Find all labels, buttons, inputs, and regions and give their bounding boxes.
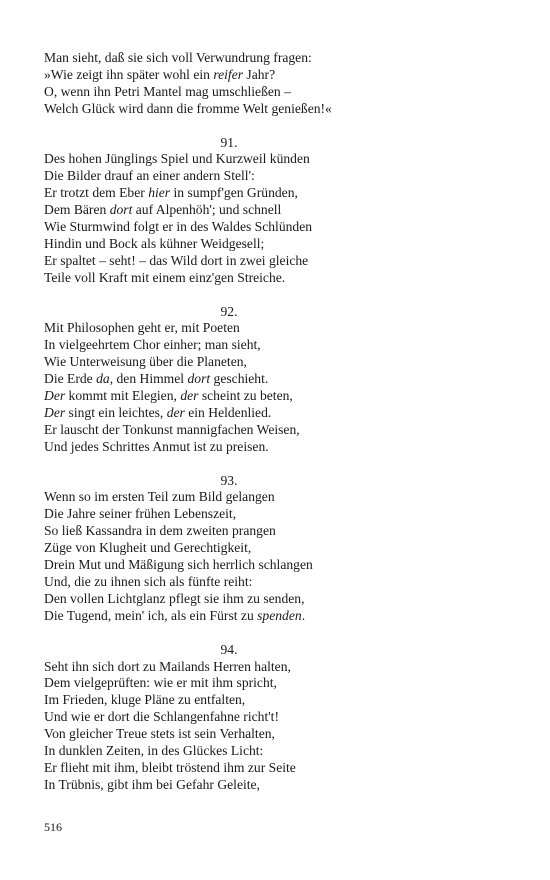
verse-text: Mit Philosophen geht er, mit Poeten — [44, 320, 240, 336]
verse-text: Des hohen Jünglings Spiel und Kurzweil künden — [44, 151, 310, 167]
verse-emphasis: Der — [44, 388, 66, 404]
verse-line — [44, 591, 514, 608]
verse-text: In dunklen Zeiten, in des Glückes Licht: — [44, 742, 264, 758]
verse-line — [44, 726, 514, 743]
verse-text: Dem vielgeprüften: wie er mit ihm spricht, — [44, 675, 277, 691]
page-number: 516 — [44, 820, 62, 834]
verse-text: ein Heldenlied. — [184, 404, 272, 420]
verse-text: in sumpf'gen Gründen, — [170, 185, 298, 201]
verse-line — [44, 557, 514, 574]
verse-line — [44, 270, 514, 287]
verse-emphasis: hier — [148, 185, 171, 201]
stanza — [44, 642, 514, 794]
verse-line — [44, 523, 514, 540]
verse-text: . — [301, 607, 306, 623]
verse-text: Er trotzt dem Eber — [44, 185, 149, 201]
verse-text: Den vollen Lichtglanz pflegt sie ihm zu senden, — [44, 590, 305, 606]
verse-text: Im Frieden, kluge Pläne zu entfalten, — [44, 692, 246, 708]
verse-text: Man sieht, daß sie sich voll Verwundrung fragen: — [44, 50, 312, 65]
verse-text: So ließ Kassandra in dem zweiten prangen — [44, 523, 276, 539]
verse-text: »Wie zeigt ihn später wohl ein — [44, 66, 214, 82]
verse-line — [44, 253, 514, 270]
verse-line — [44, 422, 514, 439]
verse-line — [44, 337, 514, 354]
verse-text: Welch Glück wird dann die fromme Welt genießen!« — [44, 100, 332, 116]
verse-line — [44, 202, 514, 219]
intro-stanza — [44, 50, 514, 118]
verse-text: Wenn so im ersten Teil zum Bild gelangen — [44, 489, 275, 505]
verse-emphasis: dort — [187, 371, 211, 387]
verse-line — [44, 659, 514, 676]
verse-line — [44, 101, 514, 118]
verse-text: Drein Mut und Mäßigung sich herrlich schlangen — [44, 557, 313, 573]
verse-line — [44, 743, 514, 760]
verse-emphasis: reifer — [213, 66, 244, 82]
verse-line — [44, 185, 514, 202]
verse-line — [44, 709, 514, 726]
verse-line — [44, 489, 514, 506]
verse-line — [44, 67, 514, 84]
verse-line — [44, 354, 514, 371]
verse-line — [44, 692, 514, 709]
stanza-number: 94. — [220, 641, 238, 657]
verse-text: Züge von Klugheit und Gerechtigkeit, — [44, 540, 252, 556]
stanza — [44, 135, 514, 287]
stanza — [44, 473, 514, 625]
verse-line — [44, 371, 514, 388]
verse-line — [44, 219, 514, 236]
verse-text: Von gleicher Treue stets ist sein Verhalten, — [44, 726, 275, 742]
page-body — [44, 50, 514, 794]
verse-text: In vielgeehrtem Chor einher; man sieht, — [44, 337, 261, 353]
verse-line — [44, 675, 514, 692]
verse-text: scheint zu beten, — [198, 388, 293, 404]
verse-line — [44, 168, 514, 185]
verse-text: Die Jahre seiner frühen Lebenszeit, — [44, 506, 237, 522]
stanza-list — [44, 135, 514, 794]
verse-text: Er flieht mit ihm, bleibt tröstend ihm zur Seite — [44, 759, 296, 775]
verse-text: Seht ihn sich dort zu Mailands Herren halten, — [44, 658, 291, 674]
stanza-number: 93. — [220, 472, 238, 488]
verse-emphasis: der — [180, 388, 199, 404]
verse-line — [44, 388, 514, 405]
verse-line — [44, 777, 514, 794]
verse-text: In Trübnis, gibt ihm bei Gefahr Geleite, — [44, 776, 260, 792]
verse-text: Und jedes Schrittes Anmut ist zu preisen. — [44, 438, 269, 454]
verse-text: auf Alpenhöh'; und schnell — [132, 202, 282, 218]
verse-emphasis: Der — [44, 404, 66, 420]
verse-text: geschieht. — [210, 371, 269, 387]
verse-text: Wie Unterweisung über die Planeten, — [44, 354, 247, 370]
verse-line — [44, 574, 514, 591]
verse-line — [44, 320, 514, 337]
verse-line — [44, 236, 514, 253]
verse-text: Er spaltet – seht! – das Wild dort in zwei gleiche — [44, 252, 309, 268]
stanza — [44, 304, 514, 456]
verse-line — [44, 540, 514, 557]
verse-text: singt ein leichtes, — [65, 404, 167, 420]
verse-text: Die Bilder drauf an einer andern Stell': — [44, 168, 255, 184]
verse-line — [44, 151, 514, 168]
verse-text: Und wie er dort die Schlangenfahne richt't! — [44, 709, 279, 725]
verse-line — [44, 760, 514, 777]
verse-line — [44, 50, 514, 67]
verse-line — [44, 506, 514, 523]
verse-text: Wie Sturmwind folgt er in des Waldes Schlünden — [44, 219, 313, 235]
verse-emphasis: der — [166, 404, 185, 420]
stanza-number: 91. — [220, 134, 238, 150]
verse-line — [44, 439, 514, 456]
verse-line — [44, 84, 514, 101]
verse-emphasis: da, — [96, 371, 114, 387]
verse-text: O, wenn ihn Petri Mantel mag umschließen – — [44, 83, 291, 99]
verse-text: Er lauscht der Tonkunst mannigfachen Weisen, — [44, 421, 300, 437]
verse-text: Die Tugend, mein' ich, als ein Fürst zu — [44, 607, 258, 623]
verse-text: Die Erde — [44, 371, 97, 387]
stanza-number: 92. — [220, 303, 238, 319]
verse-text: Teile voll Kraft mit einem einz'gen Streiche. — [44, 269, 286, 285]
verse-line — [44, 608, 514, 625]
verse-emphasis: dort — [109, 202, 133, 218]
verse-text: Hindin und Bock als kühner Weidgesell; — [44, 235, 265, 251]
verse-text: kommt mit Elegien, — [65, 388, 181, 404]
verse-text: Dem Bären — [44, 202, 110, 218]
verse-line — [44, 405, 514, 422]
verse-text: den Himmel — [113, 371, 188, 387]
verse-text: Und, die zu ihnen sich als fünfte reiht: — [44, 573, 253, 589]
verse-text: Jahr? — [243, 66, 276, 82]
verse-emphasis: spenden — [257, 607, 302, 623]
